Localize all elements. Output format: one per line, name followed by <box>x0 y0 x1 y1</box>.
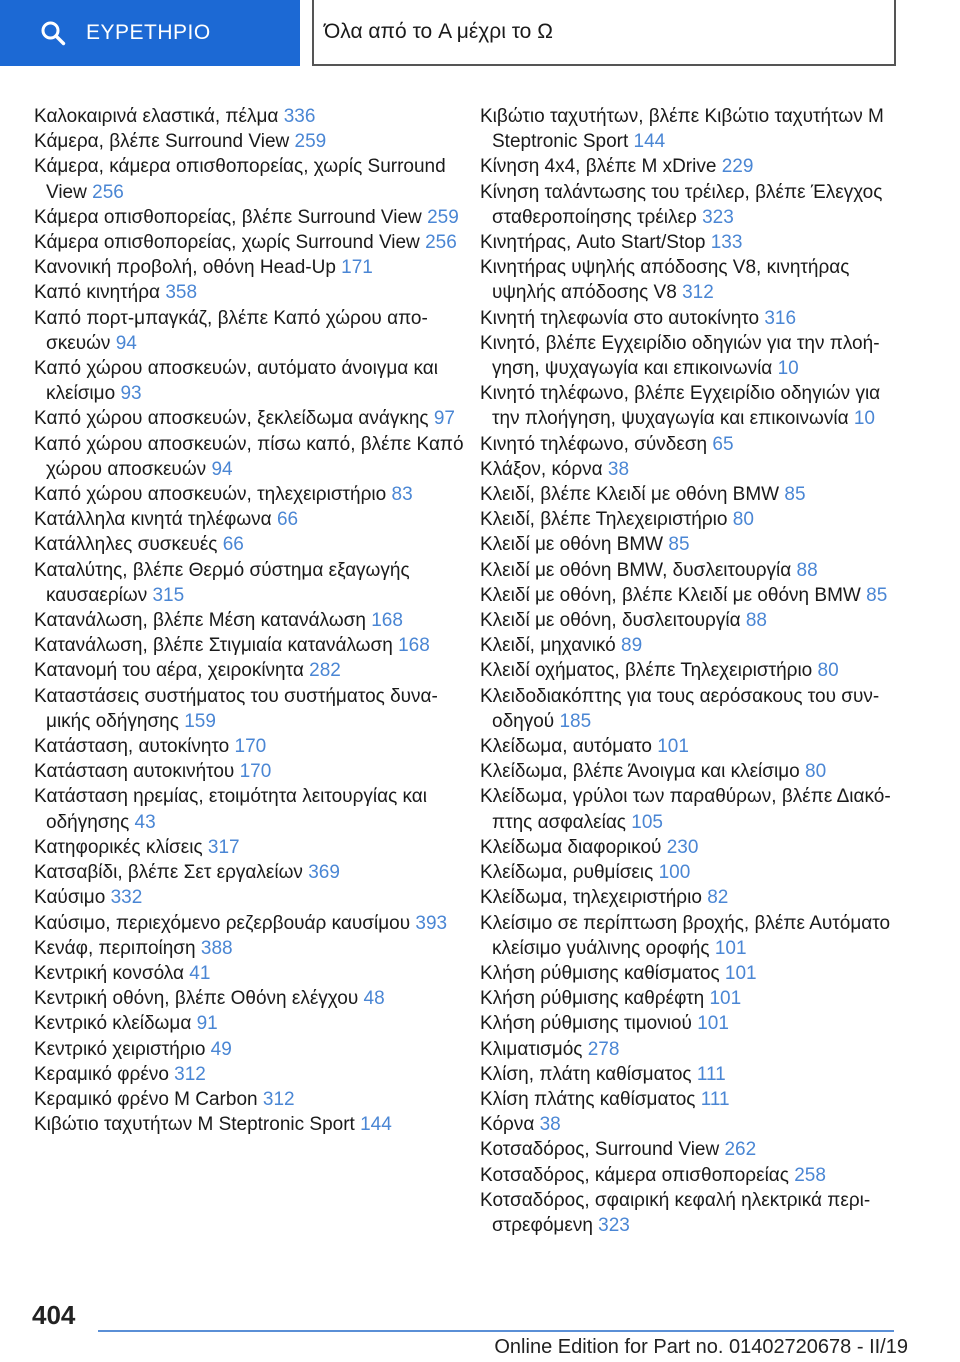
index-entry <box>34 280 464 305</box>
index-entry-text: Κάμερα οπισθοπορείας, χωρίς Surround View <box>34 232 420 254</box>
index-search-tab[interactable] <box>0 0 300 66</box>
index-entry-page-link[interactable]: 159 <box>184 710 216 732</box>
index-entry <box>34 885 464 910</box>
index-entry-page-link[interactable]: 10 <box>853 408 875 430</box>
index-entry-text: Κίνηση ταλάντωσης του τρέιλερ, βλέπε Έλεγχος σταθεροποίησης τρέιλερ <box>480 181 883 228</box>
index-entry <box>34 104 464 129</box>
index-entry-text: Κινητήρας υψηλής απόδοσης V8, κινητήρας υψηλής απόδοσης V8 <box>480 257 850 304</box>
index-entry-page-link[interactable]: 259 <box>294 131 327 153</box>
index-entry-page-link[interactable]: 229 <box>721 156 754 178</box>
index-entry-page-link[interactable]: 80 <box>732 509 754 531</box>
index-entry <box>480 658 900 683</box>
index-entry-text: Καταλύτης, βλέπε Θερμό σύστημα εξαγωγής καυσαερίων <box>34 559 410 606</box>
index-entry <box>480 684 900 734</box>
index-entry-text: Κεραμικό φρένο M Carbon <box>34 1088 258 1110</box>
index-entry-text: Κατάσταση ηρεμίας, ετοιμότητα λειτουργίας και οδήγησης <box>34 786 427 833</box>
index-entry-page-link[interactable]: 38 <box>607 458 630 480</box>
index-entry-page-link[interactable]: 259 <box>427 206 459 228</box>
index-entry <box>480 1112 900 1137</box>
index-entry-page-link[interactable]: 256 <box>425 232 457 254</box>
index-entry <box>34 734 464 759</box>
index-entry-text: Κλειδί με οθόνη, βλέπε Κλειδί με οθόνη BMW <box>480 584 861 606</box>
index-entry-page-link[interactable]: 66 <box>276 509 299 531</box>
index-entry <box>480 1062 900 1087</box>
index-entry <box>34 1087 464 1112</box>
index-entry-page-link[interactable]: 133 <box>710 232 743 254</box>
index-entry-text: Κεντρικό χειριστήριο <box>34 1038 206 1060</box>
index-entry-page-link[interactable]: 282 <box>309 660 341 682</box>
index-entry <box>34 306 464 356</box>
index-entry-page-link[interactable]: 89 <box>621 635 643 657</box>
index-entry <box>480 432 900 457</box>
index-entry-text: Κλειδί με οθόνη BMW <box>480 534 664 556</box>
index-entry-page-link[interactable]: 100 <box>658 862 691 884</box>
index-entry-text: Κατάλληλες συσκευές <box>34 534 218 556</box>
header-subtitle: Όλα από το A μέχρι το Ω <box>324 20 553 43</box>
index-entry-page-link[interactable]: 393 <box>415 912 448 934</box>
index-entry <box>480 759 900 784</box>
header <box>0 0 960 66</box>
index-entry-text: Κλειδί, βλέπε Τηλεχειριστήριο <box>480 509 728 531</box>
index-entry-text: Κλίση, πλάτη καθίσματος <box>480 1063 692 1085</box>
index-entry-page-link[interactable]: 66 <box>222 534 244 556</box>
index-entry-text: Κλάξον, κόρνα <box>480 458 603 480</box>
index-entry-text: Κλειδί, μηχανικό <box>480 635 616 657</box>
index-entry <box>480 558 900 583</box>
index-entry <box>480 1087 900 1112</box>
index-entry <box>34 835 464 860</box>
index-entry-page-link[interactable]: 323 <box>598 1214 630 1236</box>
index-entry-text: Κινητό, βλέπε Εγχειρίδιο οδηγιών για την πλοήγηση, ψυχαγωγία και επικοινωνία <box>480 332 880 380</box>
index-entry <box>480 1011 900 1036</box>
index-entry <box>480 583 900 608</box>
index-entry-page-link[interactable]: 168 <box>398 635 430 657</box>
index-entry <box>34 986 464 1011</box>
index-entry <box>480 180 900 230</box>
index-entry-page-link[interactable]: 369 <box>308 862 340 884</box>
index-entry-page-link[interactable]: 10 <box>777 358 799 380</box>
index-entry <box>34 684 464 734</box>
index-entry <box>480 482 900 507</box>
index-entry <box>480 381 900 431</box>
index-entry <box>34 936 464 961</box>
index-entry-page-link[interactable]: 170 <box>234 736 267 758</box>
index-entry-text: Κινητό τηλέφωνο, σύνδεση <box>480 433 708 455</box>
index-entry-text: Καπό χώρου αποσκευών, ξεκλείδωμα ανάγκης <box>34 408 429 430</box>
index-entry <box>480 860 900 885</box>
index-entry <box>34 507 464 532</box>
index-entry <box>34 658 464 683</box>
index-entry <box>34 608 464 633</box>
index-entry-text: Κάμερα οπισθοπορείας, βλέπε Surround View <box>34 206 422 228</box>
index-entry-page-link[interactable]: 43 <box>134 811 156 833</box>
index-entry-text: Κατηφορικές κλίσεις <box>34 836 203 858</box>
index-entry <box>34 759 464 784</box>
index-entry-text: Καπό χώρου αποσκευών, πίσω καπό, βλέπε Καπό χώρου αποσκευών <box>34 433 464 480</box>
index-entry-page-link[interactable]: 258 <box>794 1164 826 1186</box>
index-entry-page-link[interactable]: 332 <box>110 887 143 909</box>
index-entry <box>34 558 464 608</box>
index-entry-text: Καύσιμο, περιεχόμενο ρεζερβουάρ καυσίμου <box>34 912 411 934</box>
index-entry <box>34 230 464 255</box>
index-entry-page-link[interactable]: 278 <box>587 1038 620 1060</box>
index-entry-page-link[interactable]: 94 <box>211 458 233 480</box>
index-entry <box>480 1163 900 1188</box>
index-entry-text: Κιβώτιο ταχυτήτων M Steptronic Sport <box>34 1114 355 1136</box>
index-entry <box>34 961 464 986</box>
index-entry-text: Κατσαβίδι, βλέπε Σετ εργαλείων <box>34 862 303 884</box>
index-entry-text: Κλείδωμα, βλέπε Άνοιγμα και κλείσιμο <box>480 761 800 783</box>
index-entry <box>34 129 464 154</box>
index-entry-page-link[interactable]: 358 <box>165 282 198 304</box>
index-entry-text: Κλειδί με οθόνη BMW, δυσλειτουργία <box>480 559 792 581</box>
index-entry-page-link[interactable]: 312 <box>262 1088 295 1110</box>
index-entry <box>480 1188 900 1238</box>
index-entry-page-link[interactable]: 256 <box>92 181 124 203</box>
index-entry-text: Κατάσταση, αυτοκίνητο <box>34 736 230 758</box>
index-entry <box>480 154 900 179</box>
index-entry-text: Καπό πορτ-μπαγκάζ, βλέπε Καπό χώρου αποσκευών <box>34 307 428 354</box>
index-entry-text: Κεντρική κονσόλα <box>34 962 184 984</box>
index-entry-page-link[interactable]: 388 <box>200 937 233 959</box>
header-subtitle-box <box>312 0 896 66</box>
index-entry <box>34 633 464 658</box>
index-entry <box>34 154 464 204</box>
index-entry <box>34 432 464 482</box>
index-entry-page-link[interactable]: 323 <box>702 206 734 228</box>
index-entry-page-link[interactable]: 94 <box>115 332 137 354</box>
index-entry-text: Κοτσαδόρος, σφαιρική κεφαλή ηλεκτρικά περιστρεφόμενη <box>480 1189 871 1236</box>
index-entry-page-link[interactable]: 88 <box>796 559 818 581</box>
index-entry-text: Κλιματισμός <box>480 1038 583 1060</box>
index-entry <box>34 406 464 431</box>
index-entry <box>34 1037 464 1062</box>
index-entry <box>480 986 900 1011</box>
search-icon <box>40 20 66 46</box>
index-entry-text: Κλείδωμα, τηλεχειριστήριο <box>480 887 702 909</box>
index-entry-text: Κενάφ, περιποίηση <box>34 937 196 959</box>
index-entry-text: Κλείδωμα, γρύλοι των παραθύρων, βλέπε Διακόπτης ασφαλείας <box>480 786 891 833</box>
index-label: ΕΥΡΕΤΗΡΙΟ <box>86 21 211 44</box>
index-entry-text: Κατανάλωση, βλέπε Μέση κατανάλωση <box>34 610 366 632</box>
index-entry-text: Κοτσαδόρος, κάμερα οπισθοπορείας <box>480 1164 789 1186</box>
index-entry <box>480 507 900 532</box>
index-column-left <box>34 104 464 1137</box>
index-entry <box>34 205 464 230</box>
index-entry-text: Καπό χώρου αποσκευών, τηλεχειριστήριο <box>34 484 387 506</box>
index-column-right <box>480 104 900 1238</box>
index-entry-text: Κλίση πλάτης καθίσματος <box>480 1088 696 1110</box>
index-entry-text: Κλειδί, βλέπε Κλειδί με οθόνη BMW <box>480 484 780 506</box>
index-entry <box>480 104 900 154</box>
index-entry <box>34 1112 464 1137</box>
index-entry-text: Κανονική προβολή, οθόνη Head-Up <box>34 257 336 279</box>
index-entry-page-link[interactable]: 111 <box>696 1063 726 1085</box>
index-entry-page-link[interactable]: 91 <box>196 1013 218 1035</box>
index-entry-text: Καύσιμο <box>34 887 106 909</box>
index-entry <box>480 885 900 910</box>
index-entry-page-link[interactable]: 168 <box>371 610 403 632</box>
index-entry-text: Κατανάλωση, βλέπε Στιγμιαία κατανάλωση <box>34 635 393 657</box>
index-entry <box>34 1011 464 1036</box>
index-entry-text: Κεραμικό φρένο <box>34 1063 169 1085</box>
index-entry-page-link[interactable]: 185 <box>559 710 592 732</box>
index-entry-page-link[interactable]: 101 <box>697 1013 729 1035</box>
index-entry <box>480 1037 900 1062</box>
index-entry-page-link[interactable]: 171 <box>341 257 373 279</box>
index-entry-text: Κινητή τηλεφωνία στο αυτοκίνητο <box>480 307 760 329</box>
index-entry-page-link[interactable]: 82 <box>707 887 729 909</box>
index-entry-text: Κλήση ρύθμισης καθρέφτη <box>480 988 705 1010</box>
page-number: 404 <box>32 1300 76 1330</box>
index-entry-text: Καπό κινητήρα <box>34 282 161 304</box>
footer-divider <box>98 1330 894 1332</box>
index-entry-text: Κατάλληλα κινητά τηλέφωνα <box>34 509 272 531</box>
index-entry-page-link[interactable]: 312 <box>682 282 714 304</box>
index-entry-page-link[interactable]: 85 <box>784 484 806 506</box>
index-entry <box>34 482 464 507</box>
index-entry-page-link[interactable]: 170 <box>239 761 272 783</box>
index-entry-text: Κλειδοδιακόπτης για τους αερόσακους του συνοδηγού <box>480 685 880 732</box>
index-entry-text: Κινητό τηλέφωνο, βλέπε Εγχειρίδιο οδηγιών για την πλοήγηση, ψυχαγωγία και επικοινωνία <box>480 383 881 430</box>
index-entry-page-link[interactable]: 111 <box>700 1088 730 1110</box>
index-entry-page-link[interactable]: 88 <box>745 610 767 632</box>
index-entry-text: Κλήση ρύθμισης καθίσματος <box>480 962 720 984</box>
index-entry-page-link[interactable]: 48 <box>363 988 385 1010</box>
index-entry <box>480 1137 900 1162</box>
index-entry-text: Κλείδωμα διαφορικού <box>480 836 662 858</box>
index-entry-page-link[interactable]: 230 <box>666 836 699 858</box>
index-entry-page-link[interactable]: 312 <box>174 1063 206 1085</box>
index-entry-page-link[interactable]: 80 <box>817 660 839 682</box>
index-entry-page-link[interactable]: 144 <box>633 131 666 153</box>
index-entry-page-link[interactable]: 101 <box>709 988 742 1010</box>
index-entry <box>34 532 464 557</box>
index-entry-text: Κλείδωμα, αυτόματο <box>480 736 652 758</box>
index-entry <box>34 356 464 406</box>
index-entry-page-link[interactable]: 97 <box>433 408 455 430</box>
index-entry-text: Κινητήρας, Auto Start/Stop <box>480 232 706 254</box>
index-entry <box>480 306 900 331</box>
index-entry-text: Κόρνα <box>480 1114 535 1136</box>
index-entry-page-link[interactable]: 336 <box>283 106 316 127</box>
index-entry-page-link[interactable]: 105 <box>631 811 663 833</box>
index-entry <box>480 633 900 658</box>
index-entry-text: Κίνηση 4x4, βλέπε M xDrive <box>480 156 717 178</box>
index-entry-text: Κλειδί με οθόνη, δυσλειτουργία <box>480 610 741 632</box>
index-entry <box>34 860 464 885</box>
index-entry-text: Καταστάσεις συστήματος του συστήματος δυναμικής οδήγησης <box>34 685 438 732</box>
index-entry-page-link[interactable]: 316 <box>764 307 797 329</box>
index-entry-text: Καπό χώρου αποσκευών, αυτόματο άνοιγμα και κλείσιμο <box>34 358 439 405</box>
index-entry-text: Κάμερα, κάμερα οπισθοπορείας, χωρίς Surround View <box>34 156 446 203</box>
index-entry-page-link[interactable]: 85 <box>866 584 888 606</box>
index-entry-page-link[interactable]: 83 <box>391 484 413 506</box>
index-entry-page-link[interactable]: 101 <box>657 736 689 758</box>
index-entry <box>480 230 900 255</box>
index-entry <box>480 532 900 557</box>
index-entry-text: Κιβώτιο ταχυτήτων, βλέπε Κιβώτιο ταχυτήτων M Steptronic Sport <box>480 106 884 153</box>
index-entry <box>480 961 900 986</box>
index-entry-page-link[interactable]: 144 <box>360 1114 392 1136</box>
index-entry-page-link[interactable]: 49 <box>210 1038 232 1060</box>
index-entry <box>480 784 900 834</box>
index-entry-text: Κάμερα, βλέπε Surround View <box>34 131 290 153</box>
index-entry <box>480 457 900 482</box>
index-entry <box>480 734 900 759</box>
index-entry-text: Κοτσαδόρος, Surround View <box>480 1139 720 1161</box>
index-entry-page-link[interactable]: 38 <box>539 1114 561 1136</box>
index-entry-text: Κλείσιμο σε περίπτωση βροχής, βλέπε Αυτόματο κλείσιμο γυάλινης οροφής <box>480 912 891 959</box>
index-entry-page-link[interactable]: 41 <box>189 962 211 984</box>
index-entry-text: Καλοκαιρινά ελαστικά, πέλμα <box>34 106 279 127</box>
index-entry-page-link[interactable]: 65 <box>712 433 734 455</box>
index-entry <box>480 608 900 633</box>
index-entry-text: Κλείδωμα, ρυθμίσεις <box>480 862 654 884</box>
index-entry-page-link[interactable]: 93 <box>120 383 142 405</box>
index-entry-text: Κεντρικό κλείδωμα <box>34 1013 192 1035</box>
index-entry-page-link[interactable]: 101 <box>724 962 757 984</box>
index-entry-page-link[interactable]: 85 <box>668 534 690 556</box>
index-entry <box>34 255 464 280</box>
index-entry <box>480 835 900 860</box>
index-entry <box>480 255 900 305</box>
index-entry <box>34 1062 464 1087</box>
index-entry-text: Κατανομή του αέρα, χειροκίνητα <box>34 660 304 682</box>
index-entry-page-link[interactable]: 80 <box>805 761 827 783</box>
index-entry-text: Κλειδί οχήματος, βλέπε Τηλεχειριστήριο <box>480 660 813 682</box>
index-entry-page-link[interactable]: 315 <box>152 584 185 606</box>
index-entry <box>480 331 900 381</box>
index-entry-page-link[interactable]: 262 <box>724 1139 757 1161</box>
index-entry <box>34 911 464 936</box>
index-entry-text: Κλήση ρύθμισης τιμονιού <box>480 1013 692 1035</box>
index-entry-page-link[interactable]: 317 <box>207 836 240 858</box>
index-entry-page-link[interactable]: 101 <box>714 937 747 959</box>
index-entry <box>34 784 464 834</box>
index-entry <box>480 911 900 961</box>
footer-edition-text: Online Edition for Part no. 01402720678 - II/19 <box>494 1336 908 1358</box>
index-entry-text: Κατάσταση αυτοκινήτου <box>34 761 235 783</box>
index-entry-text: Κεντρική οθόνη, βλέπε Οθόνη ελέγχου <box>34 988 359 1010</box>
